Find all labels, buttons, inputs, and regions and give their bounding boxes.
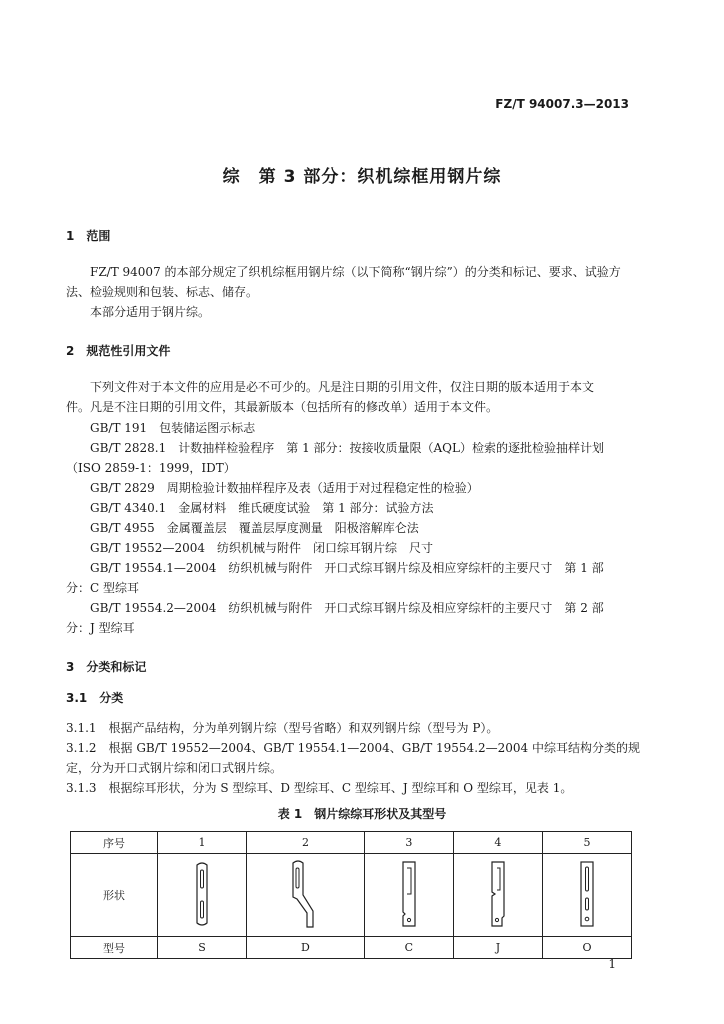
section-2-heading: 2 规范性引用文件 bbox=[66, 344, 171, 358]
reference-item: GB/T 19554.1—2004 纺织机械与附件 开口式综耳钢片综及相应穿综杆的主要尺寸 第 1 部 bbox=[90, 561, 604, 575]
reference-item: GB/T 4955 金属覆盖层 覆盖层厚度测量 阳极溶解库仑法 bbox=[90, 521, 419, 535]
column-number: 4 bbox=[453, 832, 542, 854]
shape-cell bbox=[542, 854, 631, 937]
type-cell: D bbox=[247, 937, 365, 959]
type-cell: J bbox=[453, 937, 542, 959]
document-number: FZ/T 94007.3—2013 bbox=[495, 97, 629, 111]
reference-item: GB/T 19554.2—2004 纺织机械与附件 开口式综耳钢片综及相应穿综杆的主要尺寸 第 2 部 bbox=[90, 601, 604, 615]
heddle-s-icon bbox=[187, 861, 217, 929]
column-number: 5 bbox=[542, 832, 631, 854]
section-3-heading: 3 分类和标记 bbox=[66, 660, 147, 674]
reference-item-continuation: 分：C 型综耳 bbox=[66, 581, 139, 595]
table-1-caption: 表 1 钢片综综耳形状及其型号 bbox=[277, 807, 447, 821]
heddle-o-icon bbox=[572, 860, 602, 930]
document-title: 综 第 3 部分：织机综框用钢片综 bbox=[222, 167, 502, 187]
references-intro-line-1: 下列文件对于本文件的应用是必不可少的。凡是注日期的引用文件，仅注日期的版本适用于本文 bbox=[90, 380, 595, 394]
section-1-heading: 1 范围 bbox=[66, 229, 111, 243]
reference-item: GB/T 191 包装储运图示标志 bbox=[90, 421, 256, 435]
heddle-eye-table bbox=[70, 831, 632, 959]
reference-item: GB/T 19552—2004 纺织机械与附件 闭口综耳钢片综 尺寸 bbox=[90, 541, 433, 555]
table-row-number bbox=[71, 832, 632, 854]
column-number: 1 bbox=[158, 832, 247, 854]
row-header-type: 型号 bbox=[71, 937, 158, 959]
shape-cell bbox=[364, 854, 453, 937]
type-cell: O bbox=[542, 937, 631, 959]
reference-item: GB/T 2828.1 计数抽样检验程序 第 1 部分：按接收质量限（AQL）检索的逐批检验抽样计划 bbox=[90, 441, 604, 455]
heddle-j-icon bbox=[483, 860, 513, 930]
references-intro-line-2: 件。凡是不注日期的引用文件，其最新版本（包括所有的修改单）适用于本文件。 bbox=[66, 400, 499, 414]
page-number: 1 bbox=[608, 957, 616, 971]
type-cell: S bbox=[158, 937, 247, 959]
subsection-3-1-heading: 3.1 分类 bbox=[66, 691, 124, 705]
shape-cell bbox=[453, 854, 542, 937]
clause-3-1-2-line-2: 定，分为开口式钢片综和闭口式钢片综。 bbox=[66, 761, 283, 775]
reference-item: GB/T 2829 周期检验计数抽样程序及表（适用于对过程稳定性的检验） bbox=[90, 481, 479, 495]
clause-3-1-3: 3.1.3 根据综耳形状，分为 S 型综耳、D 型综耳、C 型综耳、J 型综耳和 O 型综耳，见表 1。 bbox=[66, 781, 573, 795]
heddle-d-icon bbox=[285, 859, 325, 931]
shape-cell bbox=[158, 854, 247, 937]
reference-item: GB/T 4340.1 金属材料 维氏硬度试验 第 1 部分：试验方法 bbox=[90, 501, 434, 515]
table-row-shape bbox=[71, 854, 632, 937]
table-row-type bbox=[71, 937, 632, 959]
row-header-shape: 形状 bbox=[71, 854, 158, 937]
clause-3-1-2-line-1: 3.1.2 根据 GB/T 19552—2004、GB/T 19554.1—2004、GB/T 19554.2—2004 中综耳结构分类的规 bbox=[66, 741, 640, 755]
reference-item-continuation: （ISO 2859-1：1999，IDT） bbox=[66, 461, 236, 475]
column-number: 3 bbox=[364, 832, 453, 854]
scope-applicability: 本部分适用于钢片综。 bbox=[90, 305, 211, 319]
type-cell: C bbox=[364, 937, 453, 959]
column-number: 2 bbox=[247, 832, 365, 854]
shape-cell bbox=[247, 854, 365, 937]
row-header-number: 序号 bbox=[71, 832, 158, 854]
heddle-c-icon bbox=[394, 860, 424, 930]
scope-paragraph-line-2: 法、检验规则和包装、标志、储存。 bbox=[66, 285, 259, 299]
reference-item-continuation: 分：J 型综耳 bbox=[66, 621, 135, 635]
scope-paragraph-line-1: FZ/T 94007 的本部分规定了织机综框用钢片综（以下简称“钢片综”）的分类和标记、要求、试验方 bbox=[90, 265, 621, 279]
clause-3-1-1: 3.1.1 根据产品结构，分为单列钢片综（型号省略）和双列钢片综（型号为 P）。 bbox=[66, 721, 499, 735]
